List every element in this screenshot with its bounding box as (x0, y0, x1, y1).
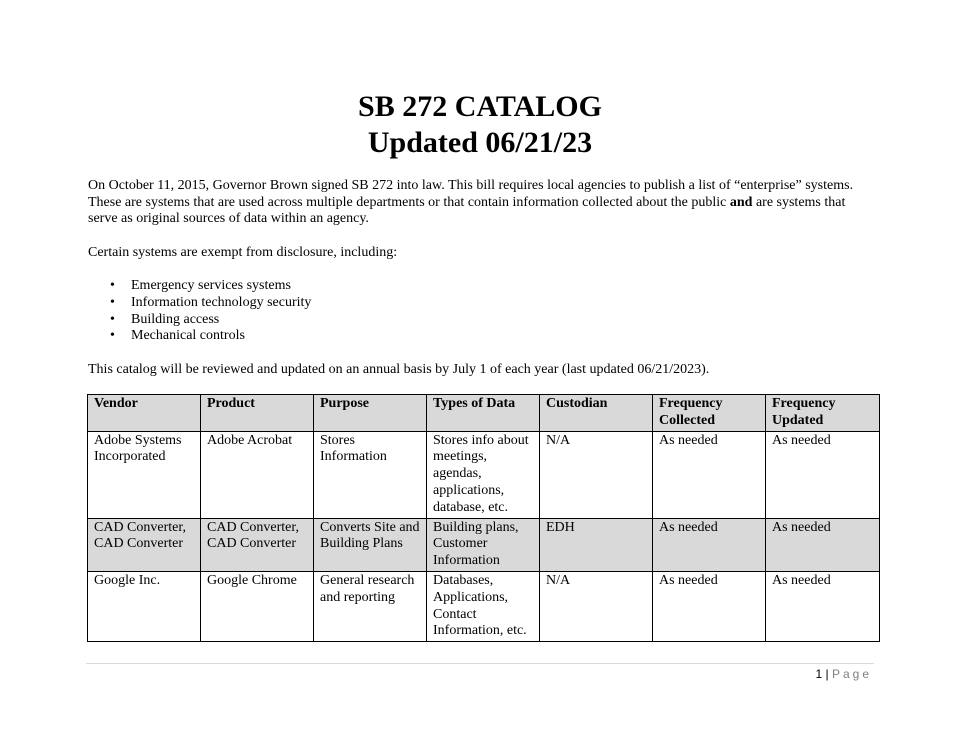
cell-product: Google Chrome (201, 571, 314, 641)
cell-types-of-data: Stores info about meetings, agendas, applications, database, etc. (427, 431, 540, 518)
cell-frequency-updated: As needed (766, 518, 880, 571)
cell-custodian: N/A (540, 571, 653, 641)
list-item (88, 295, 311, 312)
page-title: SB 272 CATALOG (358, 90, 602, 123)
cell-product: CAD Converter, CAD Converter (201, 518, 314, 571)
intro-text-part2: are systems that serve as original sources of data within an agency. (88, 194, 846, 226)
cell-vendor: Google Inc. (88, 571, 201, 641)
page-number: 1 (815, 667, 823, 681)
exempt-list (88, 278, 311, 345)
bullet-icon: • (110, 294, 115, 310)
header-vendor: Vendor (88, 395, 201, 432)
table-header-row (88, 395, 880, 432)
header-product: Product (201, 395, 314, 432)
page-word: Page (831, 667, 872, 681)
list-item-text: Information technology security (131, 294, 312, 310)
list-item (88, 312, 311, 329)
cell-frequency-collected: As needed (653, 518, 766, 571)
list-item (88, 328, 311, 345)
list-item (88, 278, 311, 295)
cell-custodian: N/A (540, 431, 653, 518)
header-types-of-data: Types of Data (427, 395, 540, 432)
list-item-text: Mechanical controls (131, 328, 245, 344)
cell-purpose: Converts Site and Building Plans (314, 518, 427, 571)
page-footer (815, 666, 872, 682)
header-frequency-collected: Frequency Collected (653, 395, 766, 432)
cell-vendor: Adobe Systems Incorporated (88, 431, 201, 518)
bullet-icon: • (110, 311, 115, 327)
list-item-text: Emergency services systems (131, 278, 291, 293)
page-subtitle: Updated 06/21/23 (367, 126, 593, 159)
intro-paragraph (88, 178, 878, 228)
header-custodian: Custodian (540, 395, 653, 432)
cell-vendor: CAD Converter, CAD Converter (88, 518, 201, 571)
cell-purpose: General research and reporting (314, 571, 427, 641)
list-item-text: Building access (131, 311, 220, 327)
cell-frequency-updated: As needed (766, 431, 880, 518)
table-row (88, 518, 880, 571)
footer-divider (86, 663, 874, 664)
intro-text-part1: On October 11, 2015, Governor Brown signed SB 272 into law. This bill requires local agencies to publish a list of “enterprise” systems. These are systems that are used across multiple departments or that contain information collected about the public (88, 178, 854, 210)
cell-custodian: EDH (540, 518, 653, 571)
cell-frequency-collected: As needed (653, 431, 766, 518)
cell-frequency-updated: As needed (766, 571, 880, 641)
bullet-icon: • (110, 278, 115, 293)
table-row (88, 431, 880, 518)
cell-types-of-data: Databases, Applications, Contact Information, etc. (427, 571, 540, 641)
cell-types-of-data: Building plans, Customer Information (427, 518, 540, 571)
cell-purpose: Stores Information (314, 431, 427, 518)
review-note: This catalog will be reviewed and updated on an annual basis by July 1 of each year (last updated 06/21/2023). (88, 362, 710, 377)
cell-product: Adobe Acrobat (201, 431, 314, 518)
catalog-table (87, 394, 880, 642)
header-frequency-updated: Frequency Updated (766, 395, 880, 432)
intro-text-bold: and (729, 194, 753, 210)
exempt-intro: Certain systems are exempt from disclosure, including: (88, 245, 398, 260)
bullet-icon: • (110, 328, 115, 344)
table-row (88, 571, 880, 641)
header-purpose: Purpose (314, 395, 427, 432)
cell-frequency-collected: As needed (653, 571, 766, 641)
page-separator: | (825, 667, 829, 681)
